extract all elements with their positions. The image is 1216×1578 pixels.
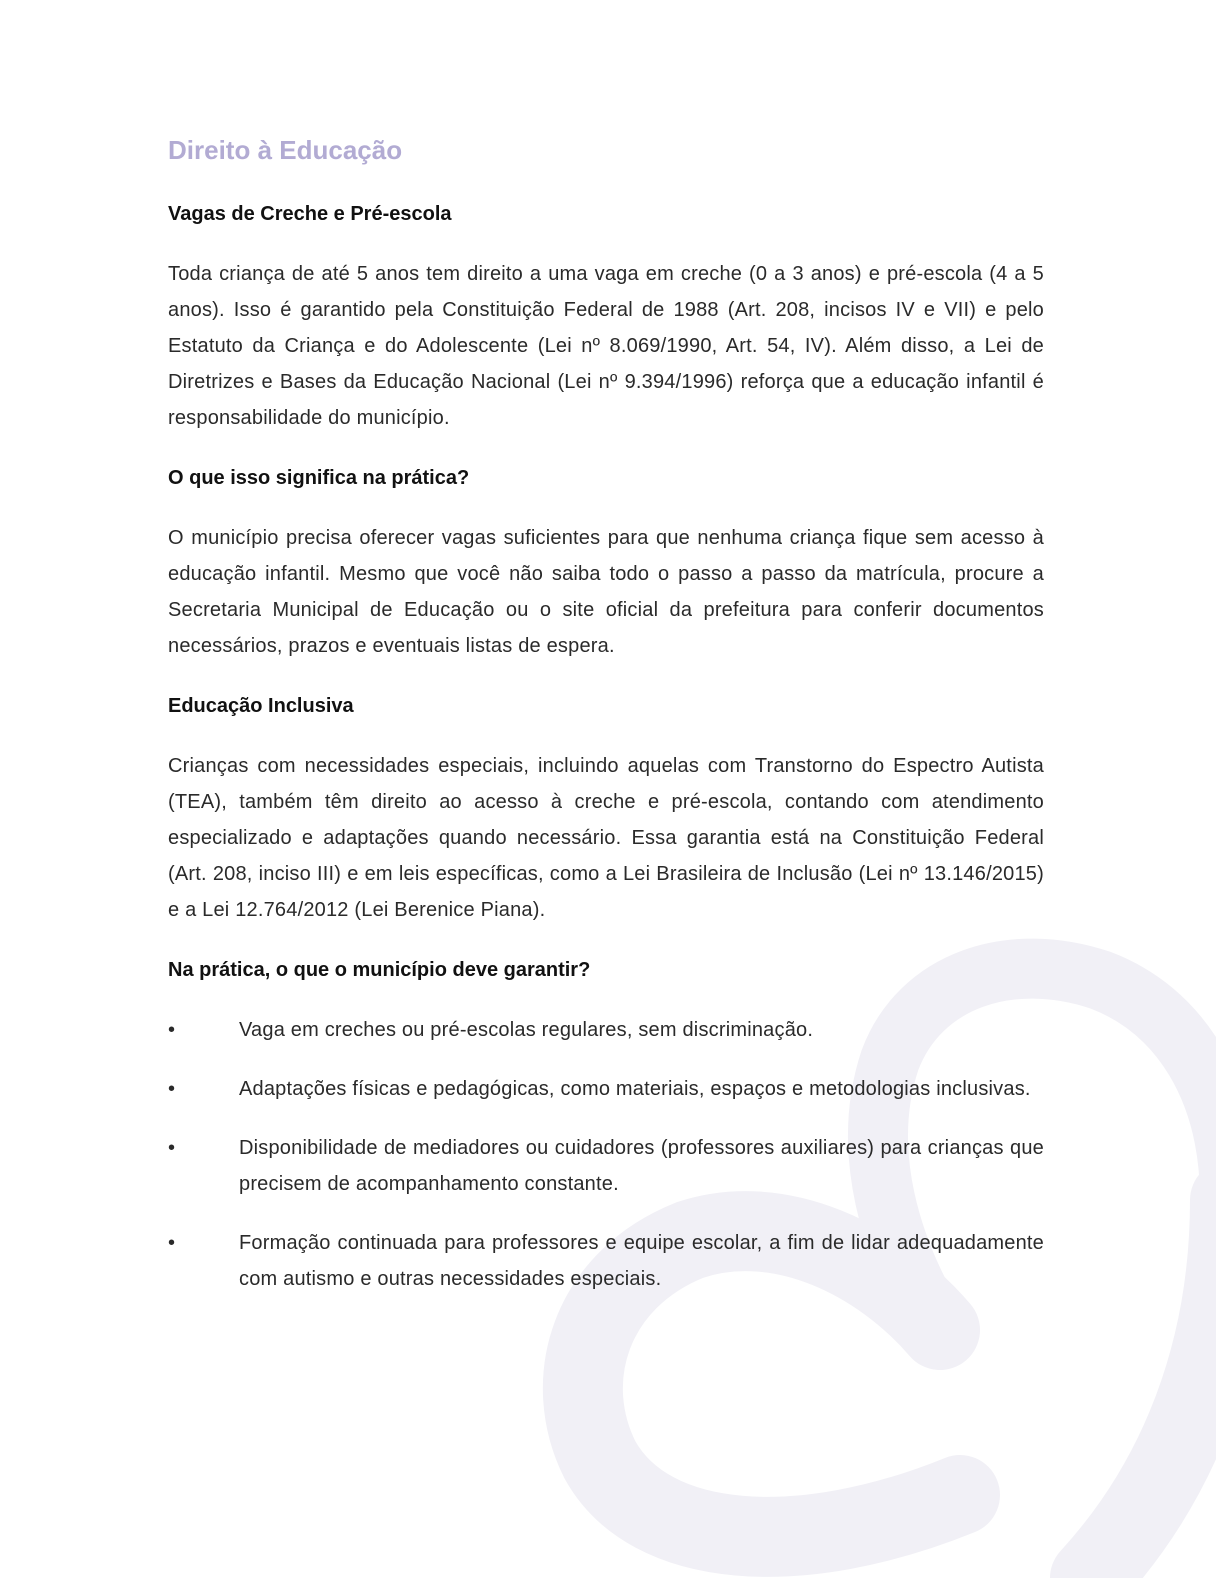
guarantee-list [168, 1012, 1044, 1297]
list-item [168, 1012, 1044, 1048]
list-item [168, 1130, 1044, 1202]
section-heading-vagas: Vagas de Creche e Pré-escola [168, 203, 452, 225]
section-heading-pratica: O que isso significa na prática? [168, 467, 470, 489]
bullet-icon: • [168, 1232, 176, 1254]
section-heading-inclusiva: Educação Inclusiva [168, 695, 354, 717]
bullet-icon: • [168, 1019, 176, 1041]
list-item-text: Vaga em creches ou pré-escolas regulares, sem discriminação. [239, 1019, 814, 1041]
paragraph-vagas: Toda criança de até 5 anos tem direito a uma vaga em creche (0 a 3 anos) e pré-escola (4 a 5 anos). Isso é garantido pela Constituição Federal de 1988 (Art. 208, incisos IV e VII) e pelo Estatuto da Criança e do Adolescente (Lei nº 8.069/1990, Art. 54, IV). Além disso, a Lei de Diretrizes e Bases da Educação Nacional (Lei nº 9.394/1996) reforça que a educação infantil é responsabilidade do município. [168, 263, 1044, 429]
paragraph-inclusiva: Crianças com necessidades especiais, incluindo aquelas com Transtorno do Espectro Autista (TEA), também têm direito ao acesso à creche e pré-escola, contando com atendimento especializado e adaptações quando necessário. Essa garantia está na Constituição Federal (Art. 208, inciso III) e em leis específicas, como a Lei Brasileira de Inclusão (Lei nº 13.146/2015) e a Lei 12.764/2012 (Lei Berenice Piana). [168, 755, 1044, 921]
page-title: Direito à Educação [168, 135, 403, 165]
bullet-icon: • [168, 1137, 176, 1159]
section-heading-garantir: Na prática, o que o município deve garantir? [168, 959, 591, 981]
list-item [168, 1071, 1044, 1107]
list-item-text: Formação continuada para professores e equipe escolar, a fim de lidar adequadamente com autismo e outras necessidades especiais. [239, 1232, 1044, 1290]
document-page [168, 132, 1044, 1320]
list-item [168, 1225, 1044, 1297]
paragraph-pratica: O município precisa oferecer vagas suficientes para que nenhuma criança fique sem acesso à educação infantil. Mesmo que você não saiba todo o passo a passo da matrícula, procure a Secretaria Municipal de Educação ou o site oficial da prefeitura para conferir documentos necessários, prazos e eventuais listas de espera. [168, 527, 1044, 657]
bullet-icon: • [168, 1078, 176, 1100]
list-item-text: Adaptações físicas e pedagógicas, como materiais, espaços e metodologias inclusivas. [239, 1078, 1031, 1100]
list-item-text: Disponibilidade de mediadores ou cuidadores (professores auxiliares) para crianças que precisem de acompanhamento constante. [239, 1137, 1044, 1195]
